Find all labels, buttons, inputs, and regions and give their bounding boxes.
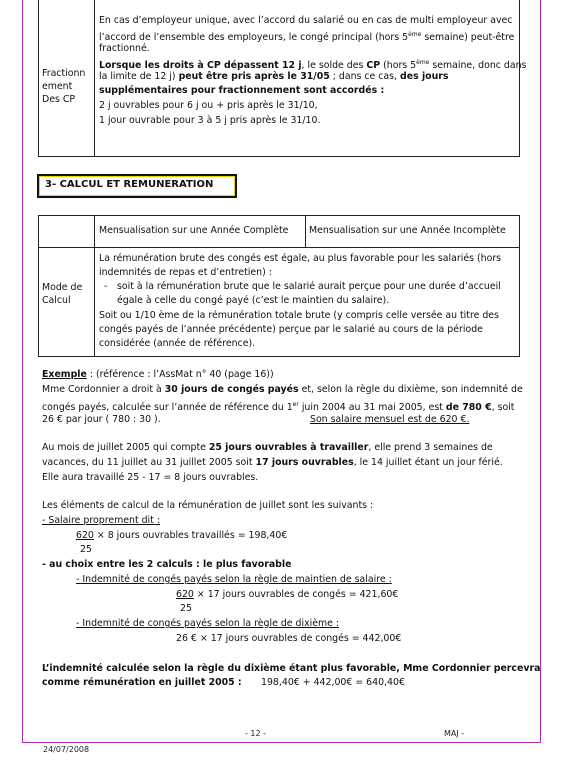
frac-line-5 [99, 70, 448, 84]
column-divider [305, 216, 306, 247]
page-number: - 12 - [245, 729, 267, 738]
calc-line-4: égale à celle du congé payé (c’est le maintien du salaire). [117, 295, 390, 306]
frac-line-6: supplémentaires pour fractionnement sont accordés : [99, 85, 385, 96]
section-title-box [37, 174, 237, 198]
calc-line-2: indemnités de repas et d’entretien) : [99, 267, 272, 278]
example-r2: - Salaire proprement dit : [42, 515, 160, 526]
text: , le solde des [301, 60, 367, 72]
conclusion-result: 198,40€ + 442,00€ = 640,40€ [261, 677, 405, 688]
header-annee-complete: Mensualisation sur une Année Complète [99, 225, 289, 236]
conclusion-line-1: L’indemnité calculée selon la règle du dixième étant plus favorable, Mme Cordonnier percevra [42, 663, 541, 674]
text: 17 jours ouvrables [255, 457, 354, 468]
column-divider [94, 0, 95, 156]
frac-line-8: 1 jour ouvrable pour 3 à 5 j pris après le 31/10. [99, 115, 321, 126]
text: CP [366, 60, 381, 72]
label-line: Des CP [42, 94, 76, 105]
text: comme rémunération en juillet 2005 : [42, 677, 242, 688]
column-divider [94, 216, 95, 356]
example-p3b: Son salaire mensuel est de 620 €. [310, 414, 470, 425]
footer-maj: MAJ - [444, 729, 465, 738]
text: 30 jours de congés payés [164, 384, 299, 395]
example-r10: 26 € × 17 jours ouvrables de congés = 442,00€ [176, 633, 402, 644]
example-r8: 25 [180, 603, 192, 614]
conclusion-line-2 [42, 676, 242, 690]
example-q3: Elle aura travaillé 25 - 17 = 8 jours ouvrables. [42, 472, 259, 483]
label-line: Fractionn [42, 68, 86, 79]
text: juin 2004 au 31 mai 2005, est [298, 402, 446, 414]
text: ; dans ce cas, [329, 71, 401, 82]
example-label: Exemple [42, 369, 87, 380]
text: × 17 jours ouvrables de congés = 421,60€ [193, 589, 399, 600]
mode-calcul-label [42, 281, 82, 307]
row-divider [39, 247, 519, 248]
text: semaine, donc dans [429, 60, 527, 72]
text: : (référence : l’AssMat n° 40 (page 16)) [86, 369, 274, 380]
example-p3a: 26 € par jour ( 780 : 30 ). [42, 414, 161, 425]
fraction-numerator: 620 [176, 589, 194, 600]
text: et, selon la règle du dixième, son indemnité de [298, 384, 523, 395]
text: peut être pris après le 31/05 [178, 71, 330, 82]
calc-line-1: La rémunération brute des congés est égale, au plus favorable pour les salariés (hors [99, 253, 502, 264]
text: Lorsque les droits à CP dépassent 12 j [99, 60, 302, 72]
footer-date: 24/07/2008 [43, 745, 90, 754]
text: , soit [491, 402, 515, 414]
label-line: Mode de [42, 282, 83, 293]
calc-line-5: Soit ou 1/10 ème de la rémunération totale brute (y compris celle versée au titre des [99, 310, 499, 321]
calc-line-7: considérée (année de référence). [99, 338, 256, 349]
example-q2 [42, 456, 503, 470]
text: semaine) peut-être [421, 32, 515, 44]
example-r5: - au choix entre les 2 calculs : le plus favorable [42, 559, 292, 570]
text: la limite de 12 j) [99, 71, 179, 82]
text: congés payés, calculée sur l’année de référence du 1 [42, 402, 293, 414]
text: des jours [400, 71, 449, 82]
calc-line-3: soit à la rémunération brute que le salarié aurait perçue pour une durée d’accueil [117, 281, 501, 292]
frac-line-2 [99, 28, 514, 45]
text: × 8 jours ouvrables travaillés = 198,40€ [93, 530, 288, 541]
example-ref [42, 368, 274, 382]
text: vacances, du 11 juillet au 31 juillet 2005 soit [42, 457, 256, 468]
text: de 780 € [445, 402, 492, 414]
text: 25 jours ouvrables à travailler [208, 442, 369, 453]
superscript: er [292, 401, 299, 408]
frac-line-3: fractionné. [99, 43, 150, 54]
frac-line-7: 2 j ouvrables pour 6 j ou + pris après le 31/10, [99, 100, 318, 111]
text: (hors 5 [380, 60, 417, 72]
example-r9: - Indemnité de congés payés selon la règle de dixième : [76, 618, 340, 629]
label-line: Calcul [42, 295, 71, 306]
superscript: ème [416, 59, 430, 66]
calc-line-6: congés payés de l’année précédente) perçue par le salarié au cours de la période [99, 324, 483, 335]
header-annee-incomplete: Mensualisation sur une Année Incomplète [309, 225, 506, 236]
fractionnement-label [42, 67, 85, 106]
example-r1: Les éléments de calcul de la rémunération de juillet sont les suivants : [42, 500, 374, 511]
frac-line-1: En cas d’employeur unique, avec l’accord du salarié ou en cas de multi employeur avec [99, 15, 513, 26]
text: , le 14 juillet étant un jour férié. [353, 457, 503, 468]
text: Mme Cordonnier a droit à [42, 384, 165, 395]
text: Au mois de juillet 2005 qui compte [42, 442, 209, 453]
superscript: ème [408, 31, 422, 38]
example-r6: - Indemnité de congés payés selon la règle de maintien de salaire : [76, 574, 392, 585]
fraction-numerator: 620 [76, 530, 94, 541]
label-line: ement [42, 81, 73, 92]
example-r3 [76, 529, 287, 543]
example-r4: 25 [80, 544, 92, 555]
example-r7 [176, 588, 398, 602]
text: l’accord de l’ensemble des employeurs, le congé principal (hors 5 [99, 32, 409, 44]
text: , elle prend 3 semaines de [368, 442, 493, 453]
example-q1 [42, 441, 493, 455]
bullet: - [104, 281, 108, 292]
section-title: 3- CALCUL ET REMUNERATION [45, 179, 214, 190]
example-p1 [42, 383, 523, 397]
